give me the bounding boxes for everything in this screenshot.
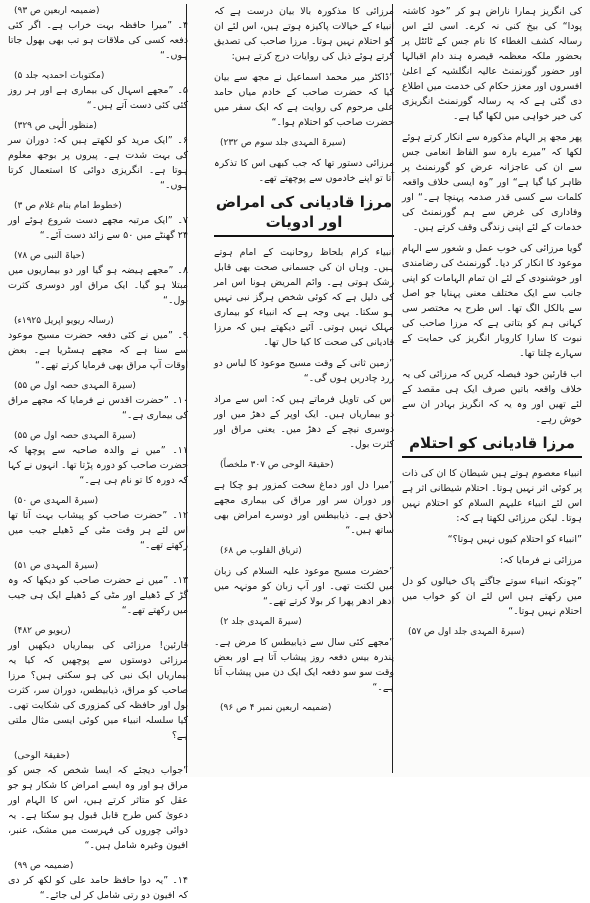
citation-source: (سیرۃ المہدی ص ۵۱) [14, 561, 99, 571]
entry-text: ۸۔ ”مجھے ہیضہ ہو گیا اور دو بیماریوں میں مبتلا ہو گیا۔ ایک مراق اور دوسری کثرت بول۔“ [8, 265, 188, 306]
citation-source: (سیرۃ المہدی ص ۵۰) [14, 496, 99, 506]
paragraph: انبیاء کرام بلحاظ روحانیت کے امام ہوتے ہیں۔ وہاں ان کی جسمانی صحت بھی قابل رشک ہوتی ہے۔ وائم المریض ہونا اس امر کی دلیل ہے کہ کوئی شخص ہرگز نبی نہیں ہو سکتا۔ یہی وجہ ہے کہ انبیاء کو بیماری مہلک نہیں ہوتی۔ آئیے دیکھتے ہیں کہ مرزا قادیانی کی صحت کا کیا حال تھا۔ [214, 247, 394, 348]
citation [214, 701, 394, 715]
numbered-entry [8, 69, 188, 113]
entry-text: ۱۱۔ ”میں نے والدہ صاحبہ سے پوچھا کہ حضرت صاحب کو دورہ پڑتا تھا۔ انہوں نے کہا کہ دورہ کا تو نام ہی ہے۔“ [8, 445, 188, 486]
citation-source: (ضمیمہ ص ۹۹) [14, 861, 74, 871]
numbered-entry [8, 494, 188, 553]
quote: ”میرا دل اور دماغ سخت کمزور ہو چکا ہے اور دوران سر اور مراق کی بیماری مجھے لاحق ہے۔ ذیابیطس اور دوسرے امراض بھی ساتھ ہیں۔“ [214, 480, 394, 536]
quote: ”انبیاء کو احتلام کیوں نہیں ہوتا؟“ [447, 534, 582, 545]
numbered-entry [8, 559, 188, 618]
citation-source: (سیرۃ المہدی جلد ۲) [220, 617, 302, 627]
citation-source: (منظور الٰہی ص ۳۲۹) [14, 121, 97, 131]
citation-source: (رسالہ ریویو اپریل ۱۹۲۵ء) [14, 316, 114, 326]
entry-text: ۹۔ ”میں نے کئی دفعہ حضرت مسیح موعود سے سنا ہے کہ مجھے ہسٹریا ہے۔ بعض اوقات آپ مراق بھی فرمایا کرتے تھے۔“ [8, 330, 188, 371]
quote: ”حضرت مسیح موعود علیہ السلام کی زبان میں لکنت تھی۔ اور آپ زبان کو مونہہ میں ادھر ادھر پھرا کر بولا کرتے تھے۔“ [214, 566, 394, 607]
citation [214, 615, 394, 629]
paragraph: پھر مجھ پر الہام مذکورہ سے انکار کرتے ہوئے لکھا کہ ”میرے بارہ سو الفاظ انعامی جس سے ان کی عاجزانہ عرض کو گورنمنٹ پر ظاہر کیا گیا ہے“ اور ”وہ ایسی خلاف واقعہ کلمات سے کسی قدر صدمہ پہنچا ہے۔“ اور وفاداری کی غرض سے ہم گورنمنٹ کی خدمات کے لئے اپنی زندگی وقف کرتے ہیں۔ [402, 132, 582, 233]
citation-source: (حیاۃ النبی ص ۷۸) [14, 251, 85, 261]
numbered-entry [8, 749, 188, 853]
citation-source: (ضمیمہ اربعین ص ۹۳) [14, 6, 100, 16]
column-right [402, 4, 582, 773]
section-heading: مرزا قادیانی کو احتلام [402, 433, 582, 458]
paragraph: انبیاء معصوم ہوتے ہیں شیطان کا ان کی ذات پر کوئی اثر نہیں ہوتا۔ احتلام شیطانی اثر ہے اس لئے انبیاء علیہم السلام کو احتلام نہیں ہوتا۔ لیکن مرزائی لکھتا ہے کہ: [402, 468, 582, 524]
paragraph: مرزائی نے فرمایا کہ: [500, 555, 582, 566]
entry-text: ۶۔ ”ایک مرید کو لکھتے ہیں کہ: دوران سر کی بہت شدت ہے۔ پیروں پر بوجھ معلوم ہوتا ہے۔ انگریزی دوائی کا استعمال کرتا ہوں۔“ [8, 135, 188, 191]
citation [214, 136, 394, 150]
citation-source: (سیرۃ المہدی حصہ اول ص ۵۵) [14, 381, 136, 391]
numbered-entry [8, 4, 188, 63]
quote: ”مجھے کئی سال سے ذیابیطس کا مرض ہے۔ پندرہ بیس دفعہ روز پیشاب آتا ہے اور بعض وقت سو سو دفعہ ایک ایک دن میں پیشاب آتا ہے۔“ [214, 637, 394, 693]
citation-source: (مکتوبات احمدیہ جلد ۵) [14, 71, 105, 81]
paragraph: اس کی تاویل فرماتے ہیں کہ: اس سے مراد دو بیماریاں ہیں۔ ایک اوپر کے دھڑ میں اور دوسری نیچے کے دھڑ میں۔ یعنی مراق اور کثرت بول۔ [214, 394, 394, 450]
numbered-entry [8, 314, 188, 373]
citation-source: (سیرۃ المہدی جلد سوم ص ۲۳۲) [220, 138, 346, 148]
paragraph: اب قارئین خود فیصلہ کریں کہ مرزائی کی یہ خلاف واقعہ باتیں صرف ایک ہی مقصد کے لئے تھیں اور وہ یہ کہ انگریز بہادر ان سے خوش رہے۔ [402, 369, 582, 425]
section-heading: مرزا قادیانی کی امراض اور ادویات [214, 192, 394, 237]
numbered-entry [8, 624, 188, 743]
numbered-entry [8, 119, 188, 193]
column-left [8, 4, 188, 901]
numbered-entry [8, 429, 188, 488]
paragraph: گویا مرزائی کی خوب عمل و شعور سے الہام موعود کا انکار کر دیا۔ گورنمنٹ کی رضامندی اور خوشنودی کے لئے ان تمام الہامات کو اپنی جانب سے ایک مختلف معنی پہنایا جو اصل سے بالکل الگ تھا۔ اس طرح یہ مختصر سی کہانی ہم کو بتاتی ہے کہ مرزا صاحب کی نبوت کا سارا کاروبار انگریز کی حمایت کے سہارے چلتا تھا۔ [402, 243, 582, 359]
citation-source: (خطوط امام بنام غلام ص ۳) [14, 201, 122, 211]
citation-source: (سیرۃ المہدی حصہ اول ص ۵۵) [14, 431, 136, 441]
entry-text: ۱۳۔ ”میں نے حضرت صاحب کو دیکھا کہ وہ گڑ کے ڈھیلے اور مٹی کے ڈھیلے ایک ہی جیب میں رکھتے تھے۔“ [8, 575, 188, 616]
citation [214, 544, 394, 558]
citation-source: (سیرۃ المہدی جلد اول ص ۵۷) [408, 627, 525, 637]
citation [214, 458, 394, 472]
paragraph: مرزائی کا مذکورہ بالا بیان درست ہے کہ انبیاء کے خیالات پاکیزہ ہوتے ہیں، اس لئے ان کو احتلام نہیں ہوتا۔ مرزا صاحب کی تصدیق کرتے ہوئے ذیل کی روایات درج کرتے ہیں: [214, 6, 394, 62]
quote: ”چونکہ انبیاء سوتے جاگتے پاک خیالوں کو دل میں رکھتے ہیں اس لئے ان کو خواب میں احتلام نہیں ہوتا۔“ [402, 576, 582, 617]
citation-source: (حقیقۃ الوحی) [14, 751, 70, 761]
citation-source: (ریویو ص ۴۸۲) [14, 626, 71, 636]
entry-text: ۴۔ ”میرا حافظہ بہت خراب ہے۔ اگر کئی دفعہ کسی کی ملاقات ہو تب بھی بھول جاتا ہوں۔“ [8, 20, 188, 61]
entry-text: ۱۲۔ ”حضرت صاحب کو پیشاب بہت آتا تھا اس لئے ہر وقت مٹی کے ڈھیلے جیب میں رکھتے تھے۔“ [8, 510, 188, 551]
entry-text: ۷۔ ”ایک مرتبہ مجھے دست شروع ہوئے اور ۲۴ گھنٹے میں ۵۰ سے زائد دست آئے۔“ [8, 215, 188, 241]
numbered-entry [8, 249, 188, 308]
entry-text: ۱۰۔ ”حضرت اقدس نے فرمایا کہ مجھے مراق کی بیماری ہے۔“ [8, 395, 188, 421]
column-middle [214, 4, 394, 773]
quote: ”ڈاکٹر میر محمد اسماعیل نے مجھ سے بیان کیا کہ حضرت صاحب کے خادم میاں حامد علی مرحوم کی روایت ہے کہ ایک سفر میں حضرت صاحب کو احتلام ہوا۔“ [214, 72, 394, 128]
entry-text: ۱۴۔ ”یہ دوا حافظ حامد علی کو لکھ کر دی کہ افیون دو رتی شامل کر لی جائے۔“ [8, 875, 188, 901]
citation-source: (تریاق القلوب ص ۶۸) [220, 546, 302, 556]
entry-text: ”جواب دیجئے کہ ایسا شخص کہ جس کو مراق ہو اور وہ ایسے امراض کا شکار ہو جو عقل کو متاثر کرتے ہیں، اس کا الہام اور دعویٰ کس طرح قابل قبول ہو سکتا ہے۔ یہ دوائی چوروں کی فہرست میں مشک، عنبر، افیون وغیرہ شامل ہیں۔“ [8, 765, 188, 851]
numbered-entry [8, 379, 188, 423]
entry-text: قارئین! مرزائی کی بیماریاں دیکھیں اور مرزائی دوستوں سے پوچھیں کہ کیا یہ بیماریاں ایک نبی کی ہو سکتی ہیں؟ مرزا صاحب کو مراق، ذیابیطس، دوران سر، کثرت بول اور حافظہ کی کمزوری کی شکایت تھی۔ کیا سلسلہ انبیاء میں کوئی ایسی مثال ملتی ہے؟ [8, 640, 188, 741]
numbered-entry [8, 859, 188, 903]
paragraph: مرزائی دستور تھا کہ جب کبھی اس کا تذکرہ آتا تو اپنے خادموں سے پوچھتے تھے۔ [214, 158, 394, 184]
entry-text: ۵۔ ”مجھے اسہال کی بیماری ہے اور ہر روز کئی کئی دست آتے ہیں۔“ [8, 85, 188, 111]
paragraph: کی انگریز ہمارا ناراض ہو کر ”خود کاشتہ پودا“ کی بیخ کنی نہ کرے۔ اسی لئے اس رسالہ کشف الغطاء کا نام جس کے ٹائٹل پر بحضور ملکہ معظمہ قیصرہ ہند دام اقبالہا اور حضور گورنمنٹ عالیہ انگلشیہ کے اعلیٰ افسروں اور معزز حکام کی خدمت میں اطلاع دی گئی ہے کہ یہ رسالہ گورنمنٹ انگریزی کی خیر خواہی میں لکھا گیا ہے۔ [402, 6, 582, 122]
citation-source: (ضمیمہ اربعین نمبر ۴ ص ۹۶) [220, 703, 332, 713]
citation [402, 625, 582, 639]
quote: ”زمین ثانی کے وقت مسیح موعود کا لباس دو زرد چادریں ہوں گی۔“ [214, 358, 394, 384]
citation-source: (حقیقۃ الوحی ص ۳۰۷ ملخصاً) [220, 460, 334, 470]
numbered-entry [8, 199, 188, 243]
